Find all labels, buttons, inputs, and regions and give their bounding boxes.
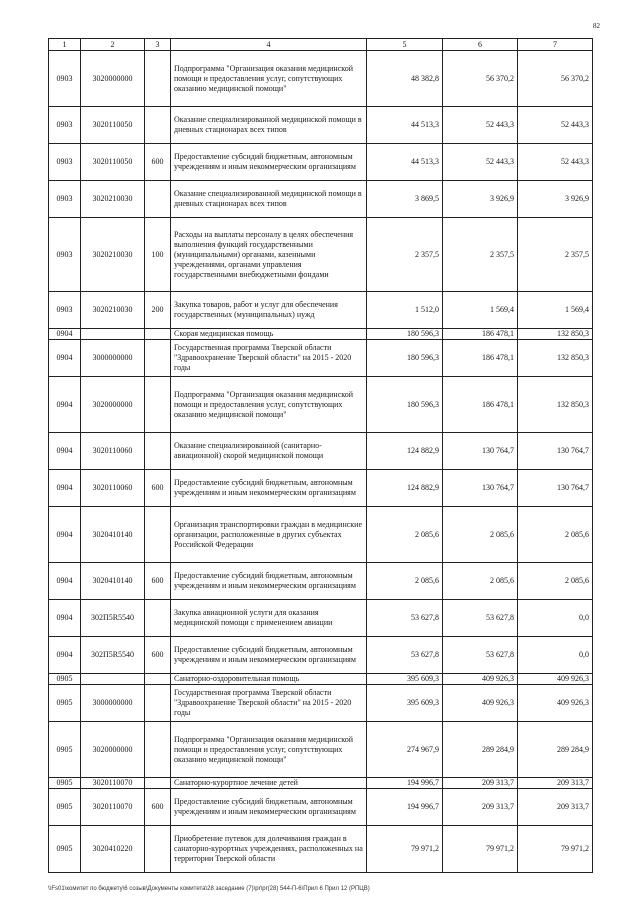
target-code-cell: 3020110070 [81, 778, 145, 789]
description-cell: Расходы на выплаты персоналу в целях обеспечения выполнения функций государственными (муниципальными) органами, казенными учреждениями, органами управления государственными внебюджетными фондами [171, 218, 367, 292]
table-row [49, 329, 593, 340]
description-cell: Предоставление субсидий бюджетным, автономным учреждениям и иным некоммерческим организациям [171, 144, 367, 181]
amount-year3-cell: 2 357,5 [518, 218, 593, 292]
table-row [49, 340, 593, 377]
expense-type-cell [145, 377, 171, 433]
target-code-cell: 3020110070 [81, 789, 145, 826]
description-cell: Подпрограмма "Организация оказания медицинской помощи и предоставления услуг, сопутствующих оказанию медицинской помощи" [171, 722, 367, 778]
target-code-cell: 3000000000 [81, 685, 145, 722]
table-row [49, 144, 593, 181]
description-cell: Санаторно-курортное лечение детей [171, 778, 367, 789]
amount-year1-cell: 44 513,3 [367, 144, 443, 181]
target-code-cell: 3020000000 [81, 377, 145, 433]
table-row [49, 218, 593, 292]
expense-type-cell: 600 [145, 144, 171, 181]
section-code-cell: 0904 [49, 563, 81, 600]
target-code-cell: 3020110060 [81, 470, 145, 507]
target-code-cell: 3020210030 [81, 181, 145, 218]
table-body [49, 51, 593, 873]
amount-year2-cell: 2 085,6 [443, 563, 518, 600]
table-row [49, 107, 593, 144]
table-header-row [49, 39, 593, 51]
target-code-cell: 3020110050 [81, 144, 145, 181]
expense-type-cell [145, 600, 171, 637]
amount-year3-cell: 52 443,3 [518, 107, 593, 144]
table-row [49, 51, 593, 107]
amount-year3-cell: 0,0 [518, 600, 593, 637]
section-code-cell: 0903 [49, 107, 81, 144]
expense-type-cell [145, 107, 171, 144]
column-header: 1 [49, 39, 81, 51]
table-row [49, 292, 593, 329]
description-cell: Предоставление субсидий бюджетным, автономным учреждениям и иным некоммерческим организациям [171, 637, 367, 674]
section-code-cell: 0905 [49, 722, 81, 778]
amount-year1-cell: 274 967,9 [367, 722, 443, 778]
amount-year3-cell: 409 926,3 [518, 685, 593, 722]
target-code-cell: 3020110060 [81, 433, 145, 470]
amount-year2-cell: 209 313,7 [443, 789, 518, 826]
budget-table-container [48, 38, 592, 873]
amount-year3-cell: 289 284,9 [518, 722, 593, 778]
amount-year3-cell: 132 850,3 [518, 340, 593, 377]
amount-year1-cell: 2 085,6 [367, 563, 443, 600]
description-cell: Санаторно-оздоровительная помощь [171, 674, 367, 685]
section-code-cell: 0903 [49, 292, 81, 329]
section-code-cell: 0905 [49, 826, 81, 873]
description-cell: Предоставление субсидий бюджетным, автономным учреждениям и иным некоммерческим организациям [171, 563, 367, 600]
expense-type-cell [145, 826, 171, 873]
description-cell: Предоставление субсидий бюджетным, автономным учреждениям и иным некоммерческим организациям [171, 789, 367, 826]
table-row [49, 433, 593, 470]
target-code-cell: 302П5R5540 [81, 637, 145, 674]
description-cell: Оказание специализированной (санитарно-авиационной) скорой медицинской помощи [171, 433, 367, 470]
amount-year1-cell: 1 512,0 [367, 292, 443, 329]
target-code-cell: 3020110050 [81, 107, 145, 144]
amount-year2-cell: 56 370,2 [443, 51, 518, 107]
section-code-cell: 0903 [49, 218, 81, 292]
expense-type-cell: 600 [145, 563, 171, 600]
description-cell: Закупка товаров, работ и услуг для обеспечения государственных (муниципальных) нужд [171, 292, 367, 329]
amount-year3-cell: 132 850,3 [518, 329, 593, 340]
amount-year2-cell: 2 357,5 [443, 218, 518, 292]
amount-year2-cell: 130 764,7 [443, 470, 518, 507]
amount-year1-cell: 2 085,6 [367, 507, 443, 563]
target-code-cell: 3020000000 [81, 722, 145, 778]
amount-year2-cell: 409 926,3 [443, 685, 518, 722]
target-code-cell [81, 674, 145, 685]
description-cell: Подпрограмма "Организация оказания медицинской помощи и предоставления услуг, сопутствующих оказанию медицинской помощи" [171, 377, 367, 433]
amount-year2-cell: 130 764,7 [443, 433, 518, 470]
expense-type-cell [145, 51, 171, 107]
amount-year1-cell: 180 596,3 [367, 377, 443, 433]
amount-year1-cell: 48 382,8 [367, 51, 443, 107]
amount-year3-cell: 79 971,2 [518, 826, 593, 873]
table-row [49, 722, 593, 778]
table-row [49, 637, 593, 674]
section-code-cell: 0905 [49, 685, 81, 722]
column-header: 7 [518, 39, 593, 51]
budget-table [48, 38, 593, 873]
description-cell: Приобретение путевок для долечивания граждан в санаторно-курортных учреждениях, расположенных на территории Тверской области [171, 826, 367, 873]
amount-year1-cell: 3 869,5 [367, 181, 443, 218]
amount-year3-cell: 3 926,9 [518, 181, 593, 218]
table-row [49, 826, 593, 873]
expense-type-cell [145, 433, 171, 470]
description-cell: Закупка авиационной услуги для оказания медицинской помощи с применением авиации [171, 600, 367, 637]
section-code-cell: 0903 [49, 51, 81, 107]
amount-year1-cell: 53 627,8 [367, 600, 443, 637]
amount-year2-cell: 186 478,1 [443, 329, 518, 340]
amount-year3-cell: 130 764,7 [518, 470, 593, 507]
section-code-cell: 0904 [49, 600, 81, 637]
amount-year2-cell: 52 443,3 [443, 107, 518, 144]
section-code-cell: 0905 [49, 778, 81, 789]
section-code-cell: 0905 [49, 674, 81, 685]
amount-year2-cell: 79 971,2 [443, 826, 518, 873]
target-code-cell: 3020410220 [81, 826, 145, 873]
expense-type-cell [145, 685, 171, 722]
expense-type-cell: 600 [145, 637, 171, 674]
amount-year1-cell: 180 596,3 [367, 340, 443, 377]
expense-type-cell [145, 181, 171, 218]
target-code-cell: 3020000000 [81, 51, 145, 107]
page-number: 82 [593, 22, 600, 30]
target-code-cell: 3020410140 [81, 563, 145, 600]
amount-year3-cell: 130 764,7 [518, 433, 593, 470]
amount-year1-cell: 124 882,9 [367, 433, 443, 470]
expense-type-cell [145, 722, 171, 778]
amount-year2-cell: 186 478,1 [443, 340, 518, 377]
amount-year2-cell: 289 284,9 [443, 722, 518, 778]
description-cell: Государственная программа Тверской области "Здравоохранение Тверской области" на 2015 - 2020 годы [171, 340, 367, 377]
table-row [49, 507, 593, 563]
expense-type-cell: 600 [145, 789, 171, 826]
amount-year3-cell: 409 926,3 [518, 674, 593, 685]
table-row [49, 778, 593, 789]
description-cell: Оказание специализированной медицинской помощи в дневных стационарах всех типов [171, 181, 367, 218]
file-path-footer: \\Fs01\комитет по бюджету\6 созыв\Документы комитета\28 заседание (7)\pr\pr(28) 544-П-6\Прил 6 Прил 12 (РПЦВ) [48, 886, 370, 892]
column-header: 5 [367, 39, 443, 51]
amount-year2-cell: 186 478,1 [443, 377, 518, 433]
amount-year2-cell: 409 926,3 [443, 674, 518, 685]
description-cell: Предоставление субсидий бюджетным, автономным учреждениям и иным некоммерческим организациям [171, 470, 367, 507]
amount-year1-cell: 44 513,3 [367, 107, 443, 144]
section-code-cell: 0904 [49, 507, 81, 563]
description-cell: Подпрограмма "Организация оказания медицинской помощи и предоставления услуг, сопутствующих оказанию медицинской помощи" [171, 51, 367, 107]
table-row [49, 563, 593, 600]
section-code-cell: 0904 [49, 433, 81, 470]
column-header: 4 [171, 39, 367, 51]
section-code-cell: 0904 [49, 377, 81, 433]
amount-year2-cell: 52 443,3 [443, 144, 518, 181]
amount-year3-cell: 209 313,7 [518, 789, 593, 826]
amount-year3-cell: 132 850,3 [518, 377, 593, 433]
expense-type-cell [145, 340, 171, 377]
amount-year2-cell: 209 313,7 [443, 778, 518, 789]
table-row [49, 789, 593, 826]
expense-type-cell [145, 329, 171, 340]
table-row [49, 600, 593, 637]
amount-year1-cell: 124 882,9 [367, 470, 443, 507]
expense-type-cell [145, 674, 171, 685]
amount-year1-cell: 395 609,3 [367, 674, 443, 685]
table-row [49, 181, 593, 218]
amount-year2-cell: 3 926,9 [443, 181, 518, 218]
expense-type-cell: 200 [145, 292, 171, 329]
expense-type-cell [145, 778, 171, 789]
section-code-cell: 0904 [49, 470, 81, 507]
table-row [49, 470, 593, 507]
target-code-cell [81, 329, 145, 340]
target-code-cell: 3020210030 [81, 218, 145, 292]
description-cell: Государственная программа Тверской области "Здравоохранение Тверской области" на 2015 - 2020 годы [171, 685, 367, 722]
target-code-cell: 3020210030 [81, 292, 145, 329]
amount-year1-cell: 79 971,2 [367, 826, 443, 873]
amount-year2-cell: 2 085,6 [443, 507, 518, 563]
section-code-cell: 0904 [49, 637, 81, 674]
amount-year1-cell: 194 996,7 [367, 778, 443, 789]
amount-year1-cell: 194 996,7 [367, 789, 443, 826]
amount-year1-cell: 53 627,8 [367, 637, 443, 674]
table-row [49, 377, 593, 433]
column-header: 3 [145, 39, 171, 51]
table-row [49, 674, 593, 685]
section-code-cell: 0904 [49, 340, 81, 377]
amount-year2-cell: 53 627,8 [443, 600, 518, 637]
amount-year1-cell: 2 357,5 [367, 218, 443, 292]
expense-type-cell: 600 [145, 470, 171, 507]
target-code-cell: 3020410140 [81, 507, 145, 563]
amount-year2-cell: 53 627,8 [443, 637, 518, 674]
amount-year3-cell: 0,0 [518, 637, 593, 674]
amount-year3-cell: 56 370,2 [518, 51, 593, 107]
amount-year3-cell: 209 313,7 [518, 778, 593, 789]
section-code-cell: 0905 [49, 789, 81, 826]
amount-year1-cell: 180 596,3 [367, 329, 443, 340]
target-code-cell: 3000000000 [81, 340, 145, 377]
expense-type-cell [145, 507, 171, 563]
amount-year3-cell: 1 569,4 [518, 292, 593, 329]
amount-year3-cell: 52 443,3 [518, 144, 593, 181]
section-code-cell: 0903 [49, 144, 81, 181]
amount-year3-cell: 2 085,6 [518, 563, 593, 600]
description-cell: Организация транспортировки граждан в медицинские организации, расположенные в других субъектах Российской Федерации [171, 507, 367, 563]
amount-year3-cell: 2 085,6 [518, 507, 593, 563]
target-code-cell: 302П5R5540 [81, 600, 145, 637]
section-code-cell: 0903 [49, 181, 81, 218]
amount-year1-cell: 395 609,3 [367, 685, 443, 722]
column-header: 2 [81, 39, 145, 51]
table-row [49, 685, 593, 722]
amount-year2-cell: 1 569,4 [443, 292, 518, 329]
column-header: 6 [443, 39, 518, 51]
description-cell: Скорая медицинская помощь [171, 329, 367, 340]
description-cell: Оказание специализированной медицинской помощи в дневных стационарах всех типов [171, 107, 367, 144]
section-code-cell: 0904 [49, 329, 81, 340]
expense-type-cell: 100 [145, 218, 171, 292]
